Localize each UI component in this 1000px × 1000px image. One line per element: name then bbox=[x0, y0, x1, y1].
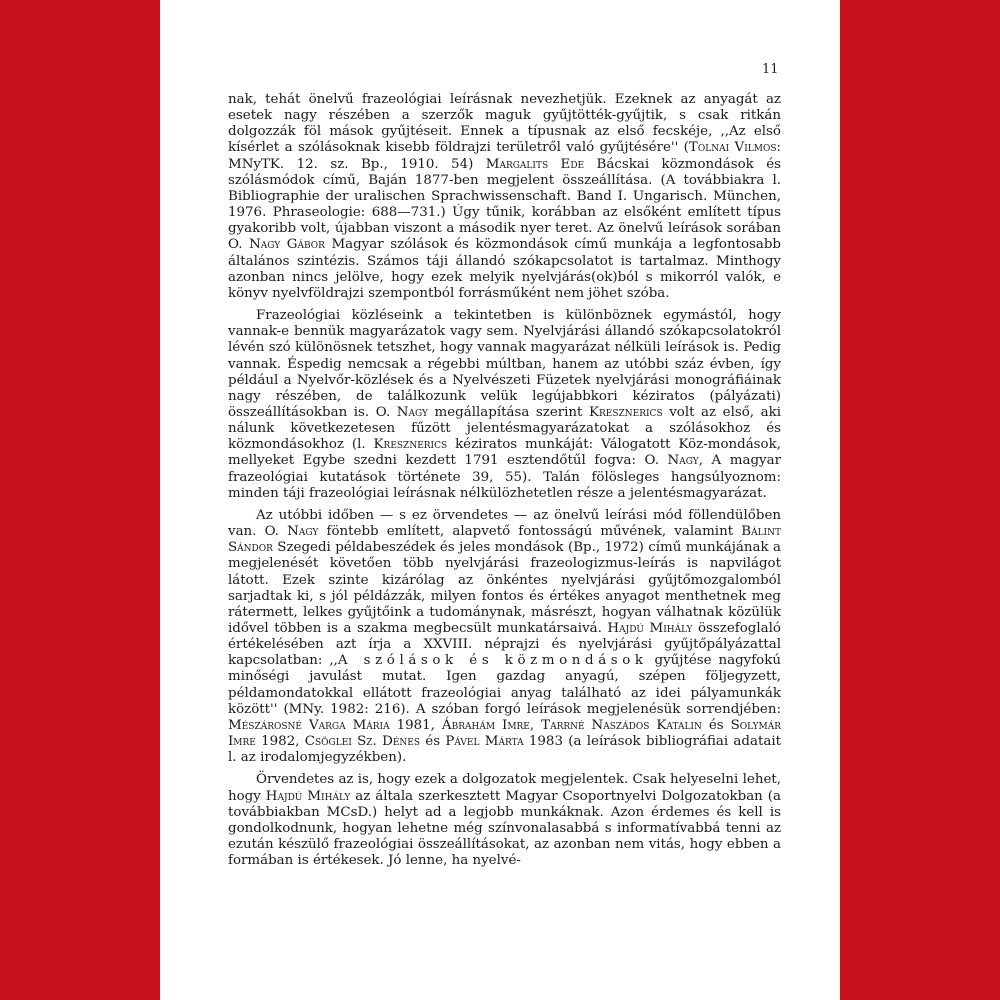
author-name: Kresznerics bbox=[589, 404, 663, 420]
text-run: megállapítása szerint bbox=[427, 404, 590, 420]
text-run: és bbox=[420, 734, 446, 750]
author-name: Nagy bbox=[287, 524, 319, 540]
author-name: Csöglei Sz. Dénes bbox=[304, 734, 421, 750]
author-name: Hajdú Mihály bbox=[265, 788, 351, 804]
text-run: Magyar szólások és közmondások című munkája a legfontosabb általános szintézis. Számos táji állandó szókapcsolatot is tartalmaz. Minthogy azonban nincs jelölve, hogy ezek melyik nyelvjárás(ok)ból s mikorról valók, e könyv nyelvföldrajzi szempontból forrásműként nem jöhet szóba. bbox=[228, 237, 782, 301]
text-run: kéziratos munkáját: Válogatott Köz-mondások, mellyeket Egybe szedni kezdett 1791 esztendőtűl fogva: O. bbox=[228, 437, 781, 469]
text-run: föntebb említett, alapvető fontosságú művének, valamint bbox=[318, 524, 742, 540]
paragraph bbox=[228, 772, 781, 869]
author-name: Margalits Ede bbox=[485, 156, 585, 172]
paragraph bbox=[228, 308, 781, 502]
author-name: Solymár Imre bbox=[228, 717, 782, 750]
text-run: Örvendetes az is, hogy ezek a dolgozatok megjelentek. Csak helyeselni lehet, hogy bbox=[228, 772, 781, 804]
author-name: Nagy bbox=[667, 453, 699, 469]
paragraph bbox=[228, 92, 781, 302]
text-run: Bácskai közmondások és szólásmódok című, Baján 1877-ben megjelent összeállítása. (A továbbiakra l. Bibliographie der uralischen Sprachwissenschaft. Band I. Ungarisch. München, 1976. Phraseologie: 688—731.) Úgy tűnik, korábban az elsőként említett típus gyakoribb volt, újabban viszont a második nyer teret. Az önelvű leírások sorában O. bbox=[228, 156, 781, 253]
text-run: : MNyTK. 12. sz. Bp., 1910. 54) bbox=[228, 140, 782, 172]
text-run: 1981, bbox=[389, 717, 442, 733]
paragraph bbox=[228, 508, 781, 767]
author-name: Mészárosné Varga Mária bbox=[228, 717, 390, 733]
author-name: Kresznerics bbox=[373, 437, 448, 453]
author-name: Nagy bbox=[396, 404, 428, 420]
author-name: Pável Márta bbox=[445, 734, 524, 750]
spaced-emphasis: A szólások és közmondások bbox=[337, 653, 648, 669]
text-run: 1983 (a leírások bibliográfiai adatait l. az irodalomjegyzékben). bbox=[228, 734, 781, 766]
author-name: Nagy Gábor bbox=[249, 237, 325, 253]
author-name: Ábrahám Imre bbox=[441, 717, 530, 733]
book-page bbox=[160, 0, 840, 1000]
author-name: Tarrné Naszádos Katalin bbox=[541, 717, 702, 733]
text-run: Frazeológiai közléseink a tekintetben is különböznek egymástól, hogy vannak-e bennük magyarázatok vagy sem. Nyelvjárási állandó szókapcsolatokról lévén szó különösnek tetszhet, hogy vannak magyarázat nélküli leírások is. Pedig vannak. Éspedig nemcsak a régebbi múltban, hanem az utóbbi száz évben, így például a Nyelvőr-közlések és a Nyelvészeti Füzetek nyelvjárási monográfiáinak nagy részében, de találkozunk velük legújabbkori kéziratos (pályázati) összeállításokban is. O. bbox=[228, 308, 781, 420]
author-name: Bálint Sándor bbox=[228, 524, 781, 556]
text-run: Az utóbbi időben — s ez örvendetes — az önelvű leírási mód föllendülőben van. O. bbox=[228, 507, 781, 540]
text-run: az általa szerkesztett Magyar Csoportnyelvi Dolgozatokban (a továbbiakban MCsD.) helyt ad a legjobb munkáknak. Azon érdemes és kell is gondolkodnunk, hogyan lehetne még színvonalasabbá s informatívabbá tenni az ezután készülő frazeológiai összeállításokat, az azonban nem vitás, hogy ebben a formában is értékesek. Jó lenne, ha nyelvé- bbox=[228, 788, 781, 869]
text-run: 1982, bbox=[255, 734, 305, 750]
text-run: volt az első, aki nálunk következetesen fűzött jelentésmagyarázatokat a szólásokhoz és közmondásokhoz (l. bbox=[228, 404, 781, 453]
author-name: Tolnai Vilmos bbox=[688, 140, 777, 156]
text-run: nak, tehát önelvű frazeológiai leírásnak nevezhetjük. Ezeknek az anyagát az esetek nagy részében a szerzők maguk gyűjtötték-gyűjtik, s csak ritkán dolgozzák föl mások gyűjtéseit. Ennek a típusnak az első fecskéje, ,,Az első kísérlet a szólásoknak kisebb földrajzi területről való gyűjtésére'' ( bbox=[228, 92, 781, 156]
body-text bbox=[228, 92, 781, 875]
text-run: , A magyar frazeológiai kutatások története 39, 55). Talán fölösleges hangsúlyoznom: minden táji frazeológiai leírásnak nélkülözhetetlen része a jelentésmagyarázat. bbox=[228, 453, 781, 501]
text-run: Szegedi példabeszédek és jeles mondások (Bp., 1972) című munkájának a megjelenését követően több nyelvjárási frazeologizmus-leírás is napvilágot látott. Ezek szinte kizárólag az önkéntes nyelvjárási gyűjtőmozgalomból sarjadtak ki, s jól példázzák, milyen fontos és értékes anyagot menthetnek meg rátermett, lelkes gyűjtőink a tudománynak, másrészt, hogyan válhatnak közülük idővel többen is a szakma megbecsült munkatársaivá. bbox=[228, 540, 781, 636]
text-run: összefoglaló értékelésében azt írja a XXVIII. néprajzi és nyelvjárási gyűjtőpályázattal kapcsolatban: ,, bbox=[228, 621, 781, 669]
author-name: Hajdú Mihály bbox=[607, 621, 693, 636]
text-run: gyűjtése nagyfokú minőségi javulást mutat. Igen gazdag anyagú, szépen följegyzett, példamondatokkal ellátott frazeológiai anyag található az idei pályamunkák között'' (MNy. 1982: 216). A szóban forgó leírások megjelenésük sorrendjében: bbox=[228, 653, 781, 717]
text-run: , bbox=[529, 717, 542, 733]
text-run: és bbox=[701, 717, 731, 733]
page-number: 11 bbox=[762, 62, 779, 77]
